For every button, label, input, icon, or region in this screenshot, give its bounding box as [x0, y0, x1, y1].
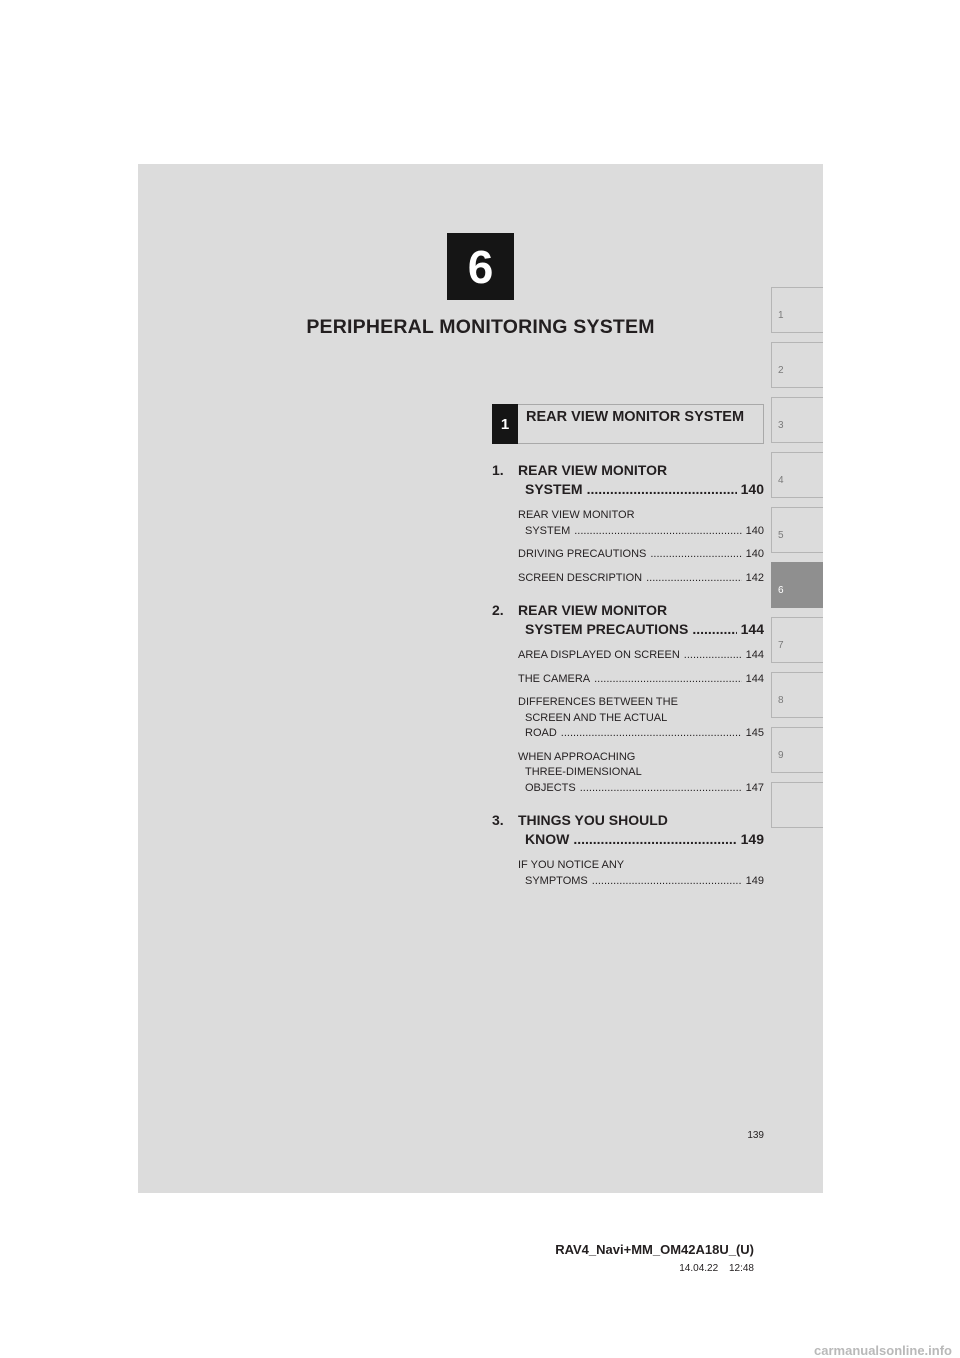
chapter-tab-1[interactable] [771, 287, 823, 333]
toc-sub-item[interactable] [492, 672, 764, 688]
toc-chapter-page: 140 [740, 481, 764, 497]
section-title: REAR VIEW MONITOR SYSTEM [526, 409, 745, 425]
toc-chapter-title-line1: THINGS YOU SHOULD [518, 812, 668, 828]
toc-sub-item-text: SCREEN AND THE ACTUAL [525, 711, 668, 724]
dot-leader [573, 830, 736, 849]
toc-chapter-title-line2 [492, 480, 764, 499]
chapter-tab-label: 6 [778, 585, 784, 596]
footer-date: 14.04.22 [679, 1263, 719, 1274]
toc-chapter-title-line2 [492, 830, 764, 849]
toc-chapter-title-line2 [492, 620, 764, 639]
toc-sub-item-line [518, 648, 764, 664]
page-number: 139 [747, 1130, 764, 1141]
toc-chapter-number: 2. [492, 602, 504, 618]
chapter-number: 6 [467, 240, 494, 293]
toc-sub-item-page: 149 [745, 874, 764, 887]
toc-sub-item-text: THREE-DIMENSIONAL [525, 766, 642, 778]
footer-time: 12:48 [728, 1263, 754, 1274]
chapter-number-box [447, 233, 514, 300]
chapter-tab-7[interactable] [771, 617, 823, 663]
toc-sub-item-text: IF YOU NOTICE ANY [518, 859, 625, 871]
chapter-tab-label: 9 [778, 750, 784, 761]
toc-sub-item-text: THE CAMERA [518, 672, 591, 685]
chapter-tab-label: 5 [778, 530, 784, 541]
toc-sub-item[interactable] [492, 547, 764, 563]
toc-sub-item-page: 147 [745, 781, 764, 794]
toc-sub-item-line [518, 726, 764, 742]
footer-stamp [500, 1263, 754, 1274]
chapter-tab-6[interactable] [771, 562, 823, 608]
toc-sub-item-text: SYMPTOMS [525, 874, 588, 887]
toc-sub-item-line [518, 750, 764, 766]
toc-sub-item-page: 144 [745, 672, 764, 685]
toc-sub-item-line [518, 672, 764, 688]
toc-chapter-entry[interactable] [492, 461, 764, 499]
toc-sub-item[interactable] [492, 508, 764, 539]
footer-code: RAV4_Navi+MM_OM42A18U_(U) [555, 1242, 754, 1257]
toc-chapter-entry[interactable] [492, 811, 764, 849]
toc-chapter-page: 144 [740, 621, 764, 637]
toc-chapter-title-line1: REAR VIEW MONITOR [518, 462, 668, 478]
toc-sub-item-line [518, 765, 764, 781]
toc-sub-item-text: DIFFERENCES BETWEEN THE [518, 696, 678, 708]
chapter-title: PERIPHERAL MONITORING SYSTEM [306, 316, 655, 338]
toc-sub-item[interactable] [492, 750, 764, 797]
chapter-tab-label: 1 [778, 310, 784, 321]
toc-sub-item-page: 140 [745, 524, 764, 537]
dot-leader [587, 480, 737, 499]
chapter-tab-3[interactable] [771, 397, 823, 443]
table-of-contents [492, 461, 764, 904]
toc-chapter-title-line1: REAR VIEW MONITOR [518, 602, 668, 618]
toc-sub-item-line [518, 508, 764, 524]
toc-sub-item[interactable] [492, 648, 764, 664]
chapter-tab-2[interactable] [771, 342, 823, 388]
toc-sub-item-line [518, 524, 764, 540]
chapter-tabs [771, 287, 823, 837]
chapter-tab-8[interactable] [771, 672, 823, 718]
toc-chapter-title-text: KNOW [525, 831, 570, 847]
dot-leader [592, 874, 742, 890]
toc-sub-item-page: 144 [745, 649, 764, 661]
chapter-tab-blank[interactable] [771, 782, 823, 828]
toc-sub-item-line [518, 571, 764, 587]
toc-sub-item-line [518, 547, 764, 563]
toc-sub-item-text: SYSTEM [525, 524, 571, 537]
toc-sub-item-text: OBJECTS [525, 781, 576, 794]
toc-sub-item-text: ROAD [525, 727, 557, 739]
toc-chapter-title-text: SYSTEM [525, 481, 583, 497]
toc-sub-item-page: 140 [745, 548, 764, 560]
toc-sub-item-line [518, 858, 764, 874]
dot-leader [650, 547, 741, 563]
chapter-tab-9[interactable] [771, 727, 823, 773]
chapter-tab-label: 2 [778, 365, 784, 376]
toc-sub-list [492, 648, 764, 796]
dot-leader [580, 781, 742, 797]
dot-leader [692, 620, 736, 639]
chapter-tab-label: 7 [778, 640, 784, 651]
toc-sub-item[interactable] [492, 695, 764, 742]
section-header [492, 404, 764, 444]
dot-leader [646, 571, 742, 587]
dot-leader [684, 648, 742, 664]
toc-sub-item-text: SCREEN DESCRIPTION [518, 571, 643, 584]
dot-leader [594, 672, 742, 688]
chapter-tab-5[interactable] [771, 507, 823, 553]
toc-sub-item-page: 145 [745, 727, 764, 739]
toc-chapter-entry[interactable] [492, 601, 764, 639]
toc-chapter-page: 149 [740, 831, 764, 847]
chapter-tab-label: 3 [778, 420, 784, 431]
chapter-tab-label: 8 [778, 695, 784, 706]
toc-sub-item-text: WHEN APPROACHING [518, 750, 636, 763]
toc-sub-item-line [518, 711, 764, 727]
toc-sub-item-text: AREA DISPLAYED ON SCREEN [518, 649, 680, 661]
toc-sub-item-text: REAR VIEW MONITOR [518, 509, 635, 521]
toc-sub-item-line [518, 695, 764, 711]
toc-sub-list [492, 508, 764, 586]
toc-sub-list [492, 858, 764, 889]
toc-sub-item-text: DRIVING PRECAUTIONS [518, 548, 647, 560]
toc-sub-item-line [518, 874, 764, 890]
dot-leader [574, 524, 741, 540]
chapter-tab-label: 4 [778, 475, 784, 486]
toc-chapter-number: 3. [492, 812, 504, 828]
watermark-link[interactable]: carmanualsonline.info [814, 1343, 952, 1358]
dot-leader [561, 726, 742, 742]
chapter-tab-4[interactable] [771, 452, 823, 498]
toc-sub-item[interactable] [492, 858, 764, 889]
toc-chapter-number: 1. [492, 462, 504, 478]
section-number: 1 [492, 404, 518, 444]
toc-sub-item-line [518, 781, 764, 797]
toc-chapter-title-text: SYSTEM PRECAUTIONS [525, 621, 689, 637]
toc-sub-item-page: 142 [745, 571, 764, 584]
toc-sub-item[interactable] [492, 571, 764, 587]
